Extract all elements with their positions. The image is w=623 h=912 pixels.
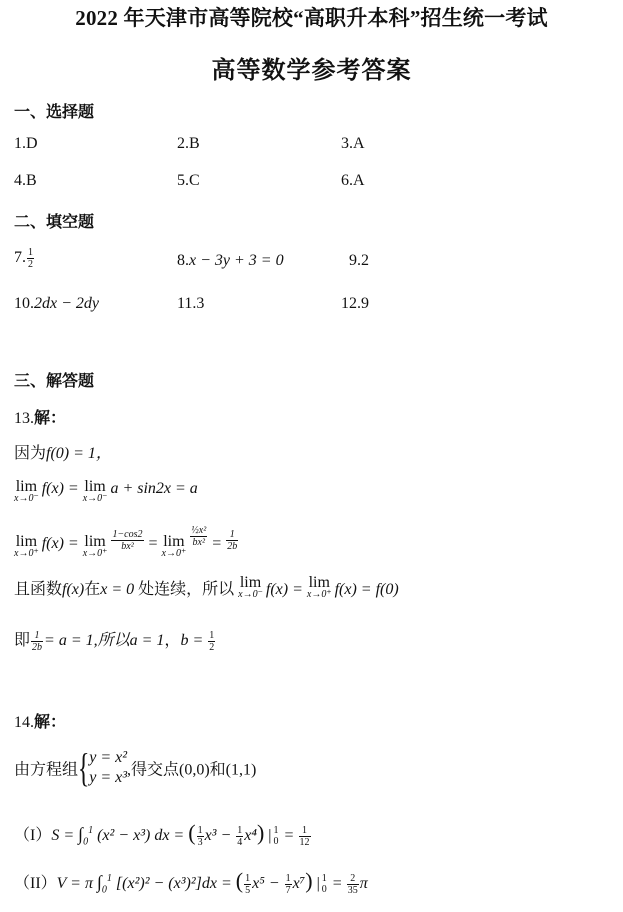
q13-left-limit: lim x→0⁻ f(x) = lim x→0⁻ a + sin2x = a [14, 478, 198, 504]
q13-label: 13.解： [14, 410, 67, 427]
section-heading-choice: 一、选择题 [14, 104, 95, 121]
answer-8: 8.x − 3y + 3 = 0 [177, 252, 284, 269]
answer-7-label: 7. [14, 249, 26, 267]
answer-3: 3.A [341, 135, 365, 152]
answer-7-fraction: $\frac{1}{2}$ [28, 247, 33, 270]
answer-10: 10.2dx − 2dy [14, 295, 99, 312]
answer-12: 12.9 [341, 295, 369, 312]
q14-label: 14.解： [14, 714, 67, 731]
section-heading-fill: 二、填空题 [14, 214, 95, 231]
q13-line1: 因为f(0) = 1， [14, 445, 112, 462]
q14-part2: （II）V = π $\int_0^1$ [(x²)² − (x³)²]dx = ( $\frac{1}{5}$ x⁵ − $\frac{1}{7}$ x⁷) | 1 0 = $\frac{2}{35}$ π [14, 868, 368, 896]
q14-part1: $(I)S = \int_0^1$ (x² − x³) dx = ( $\frac{1}{3}$ x³ − $\frac{1}{4}$ x⁴) | 1 0 = $\frac{1}{12}$ [14, 820, 310, 848]
brace-icon: { [77, 745, 90, 790]
page-title: 2022 年天津市高等院校“高职升本科”招生统一考试 [75, 6, 548, 30]
answer-7 [14, 247, 35, 270]
q13-continuity: 且函数f(x)在x = 0 处连续，所以 lim x→0⁻ f(x) = lim x→0⁺ f(x) = f(0) [14, 574, 399, 600]
answer-6: 6.A [341, 172, 365, 189]
answer-11: 11.3 [177, 295, 205, 312]
answer-5: 5.C [177, 172, 200, 189]
q14-system: 由方程组{ y = x² y = x³ ,得交点(0,0)和(1,1) [14, 745, 257, 790]
answer-1: 1.D [14, 135, 38, 152]
answer-4: 4.B [14, 172, 37, 189]
q13-right-limit: lim x→0⁺ f(x) = lim x→0⁺ $\frac{1-\cos 2}{\text{bx²}}$ = lim x→0⁺ $\frac{\text{½x²}}{\text{bx²}}$ = $\frac{1}{2b}$ [14, 525, 238, 559]
page-subtitle: 高等数学参考答案 [211, 58, 412, 84]
q13-result: 即 $\frac{1}{2b}$ = a = 1,所以a = 1，b = $\frac{1}{2}$ [14, 629, 215, 653]
answer-9: 9.2 [349, 252, 369, 269]
section-heading-solve: 三、解答题 [14, 373, 95, 390]
answer-2: 2.B [177, 135, 200, 152]
